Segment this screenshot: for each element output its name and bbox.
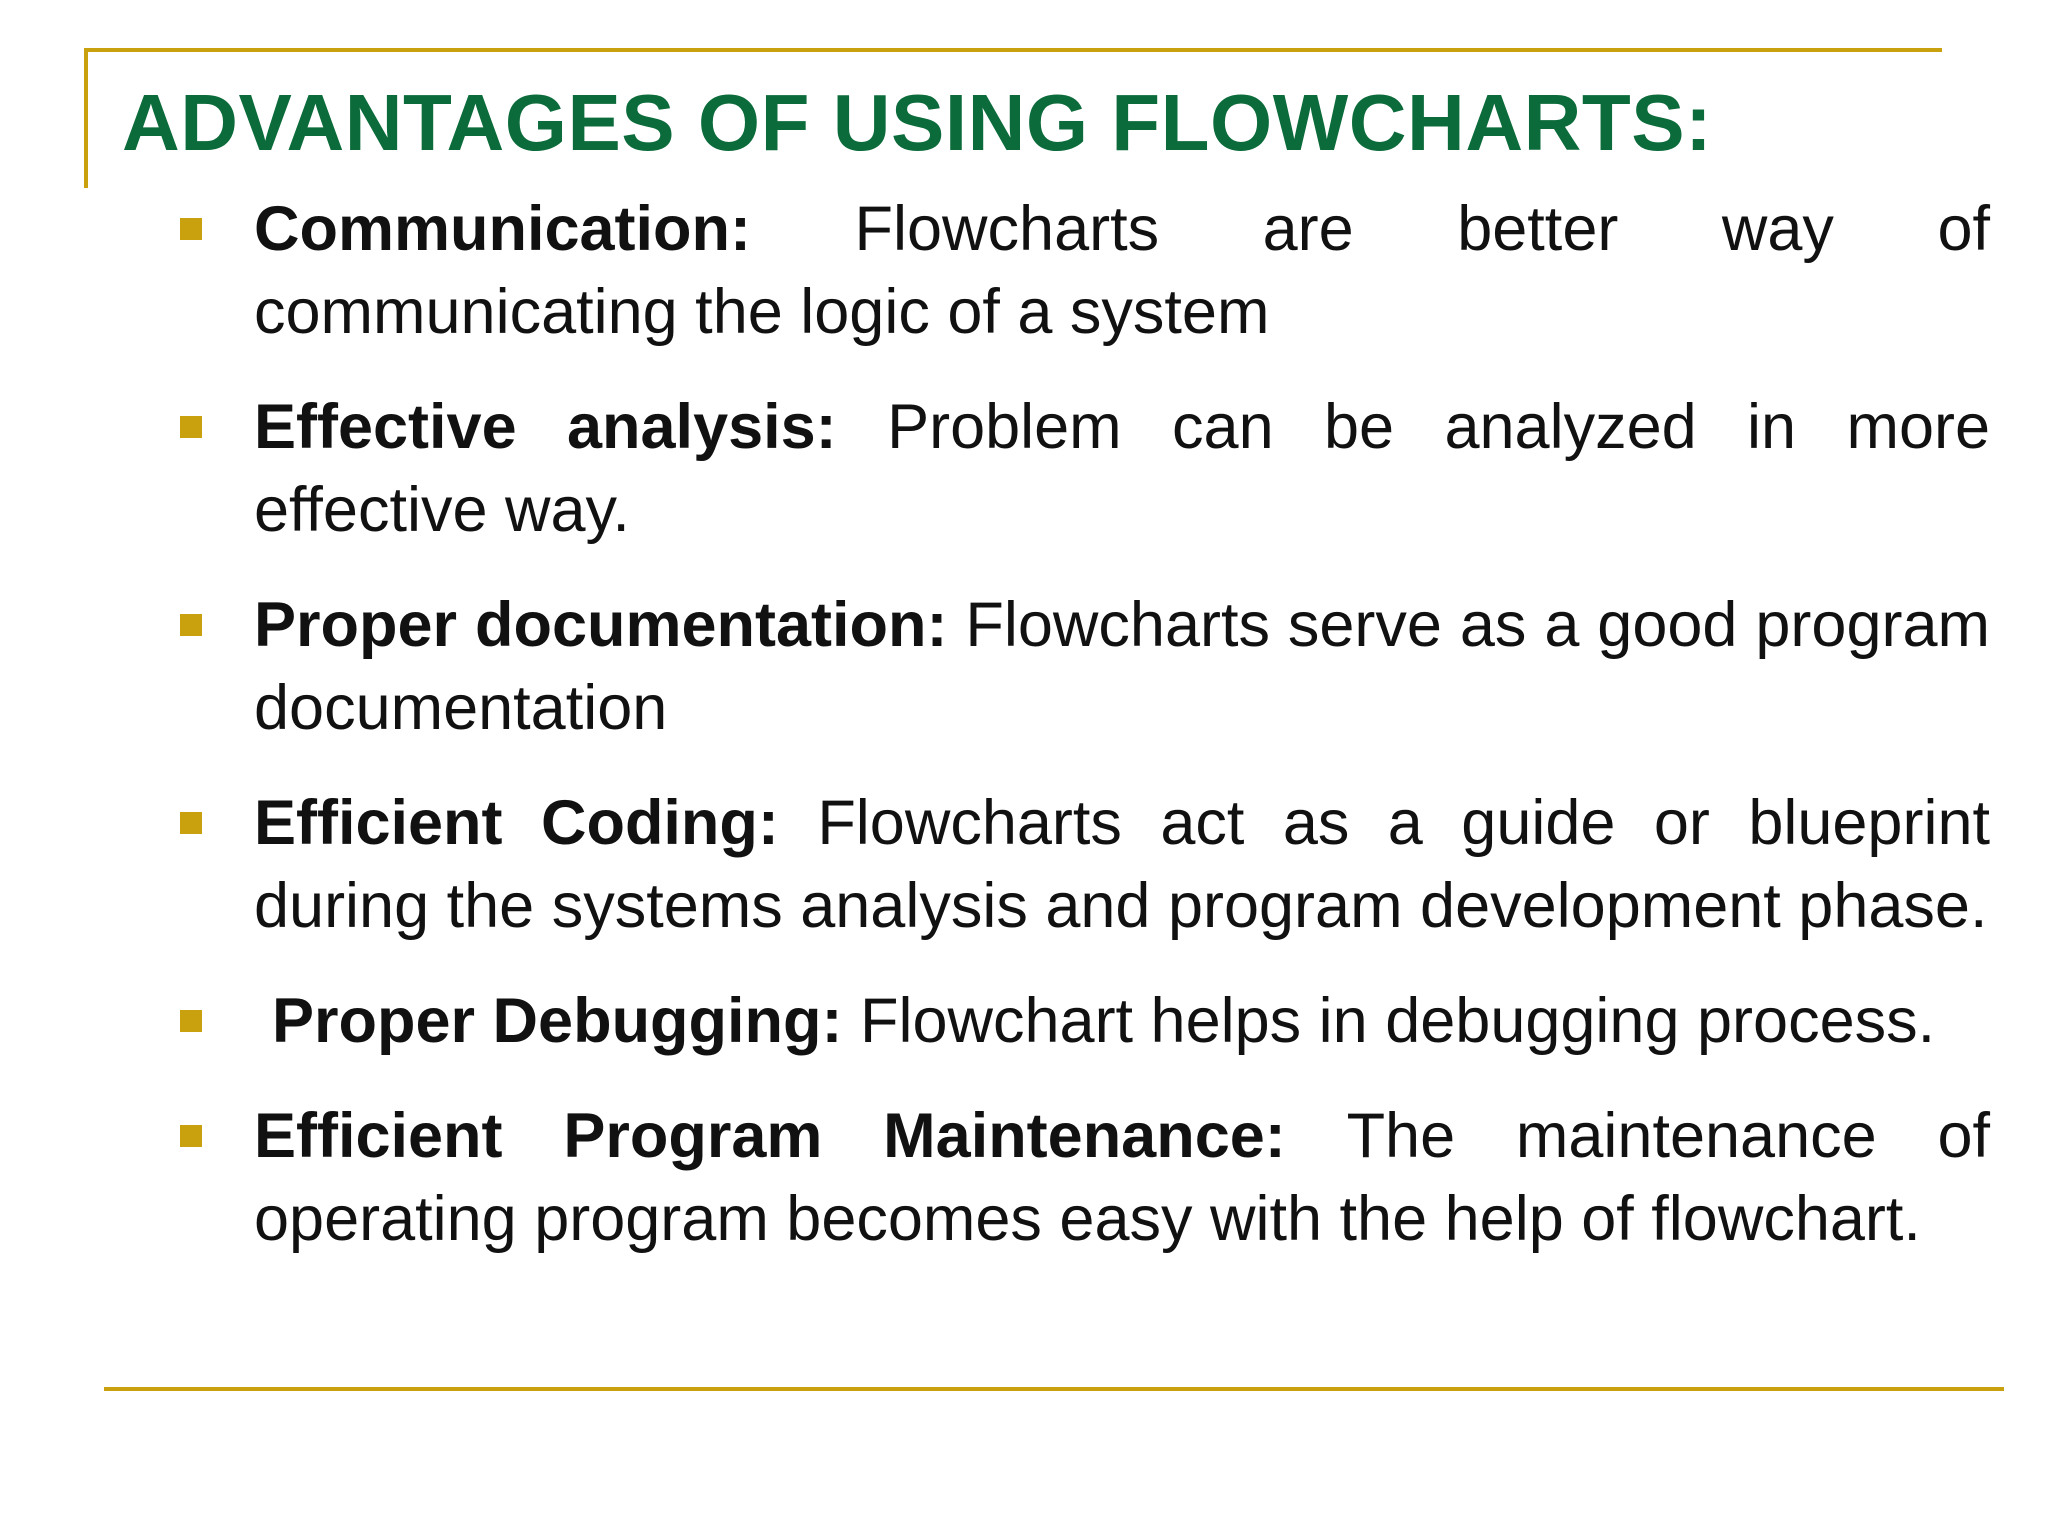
bullet-item-communication — [180, 188, 1990, 354]
bullet-term: Proper documentation: — [254, 590, 966, 660]
bullet-item-proper-documentation — [180, 584, 1990, 750]
top-accent-rule — [84, 48, 1942, 52]
bottom-accent-rule — [104, 1387, 2004, 1391]
bullet-text: The maintenance of operating program becomes easy with the help of flowchart. — [254, 1101, 1990, 1254]
bullet-text: Flowcharts are better way of communicating the logic of a system — [254, 194, 1990, 347]
left-accent-rule — [84, 48, 88, 188]
bullet-text: Problem can be analyzed in more effective way. — [254, 392, 1991, 545]
square-bullet-icon — [180, 614, 202, 636]
slide-title: ADVANTAGES OF USING FLOWCHARTS: — [122, 78, 1713, 167]
bullet-text: Flowchart helps in debugging process. — [859, 986, 1936, 1056]
bullet-list — [180, 188, 1990, 1293]
square-bullet-icon — [180, 218, 202, 240]
square-bullet-icon — [180, 812, 202, 834]
bullet-text: Flowcharts act as a guide or blueprint during the systems analysis and program development phase. — [254, 788, 1990, 941]
bullet-term: Efficient Program Maintenance: — [254, 1101, 1347, 1171]
square-bullet-icon — [180, 416, 202, 438]
bullet-term: Effective analysis: — [254, 392, 888, 462]
bullet-text: Flowcharts serve as a good program documentation — [254, 590, 1990, 743]
bullet-term: Proper Debugging: — [272, 986, 860, 1056]
square-bullet-icon — [180, 1125, 202, 1147]
bullet-item-proper-debugging — [180, 980, 1990, 1063]
bullet-term: Efficient Coding: — [254, 788, 818, 858]
bullet-item-efficient-coding — [180, 782, 1990, 948]
bullet-item-efficient-program-maintenance — [180, 1095, 1990, 1261]
square-bullet-icon — [180, 1010, 202, 1032]
bullet-term: Communication: — [254, 194, 855, 264]
bullet-item-effective-analysis — [180, 386, 1990, 552]
